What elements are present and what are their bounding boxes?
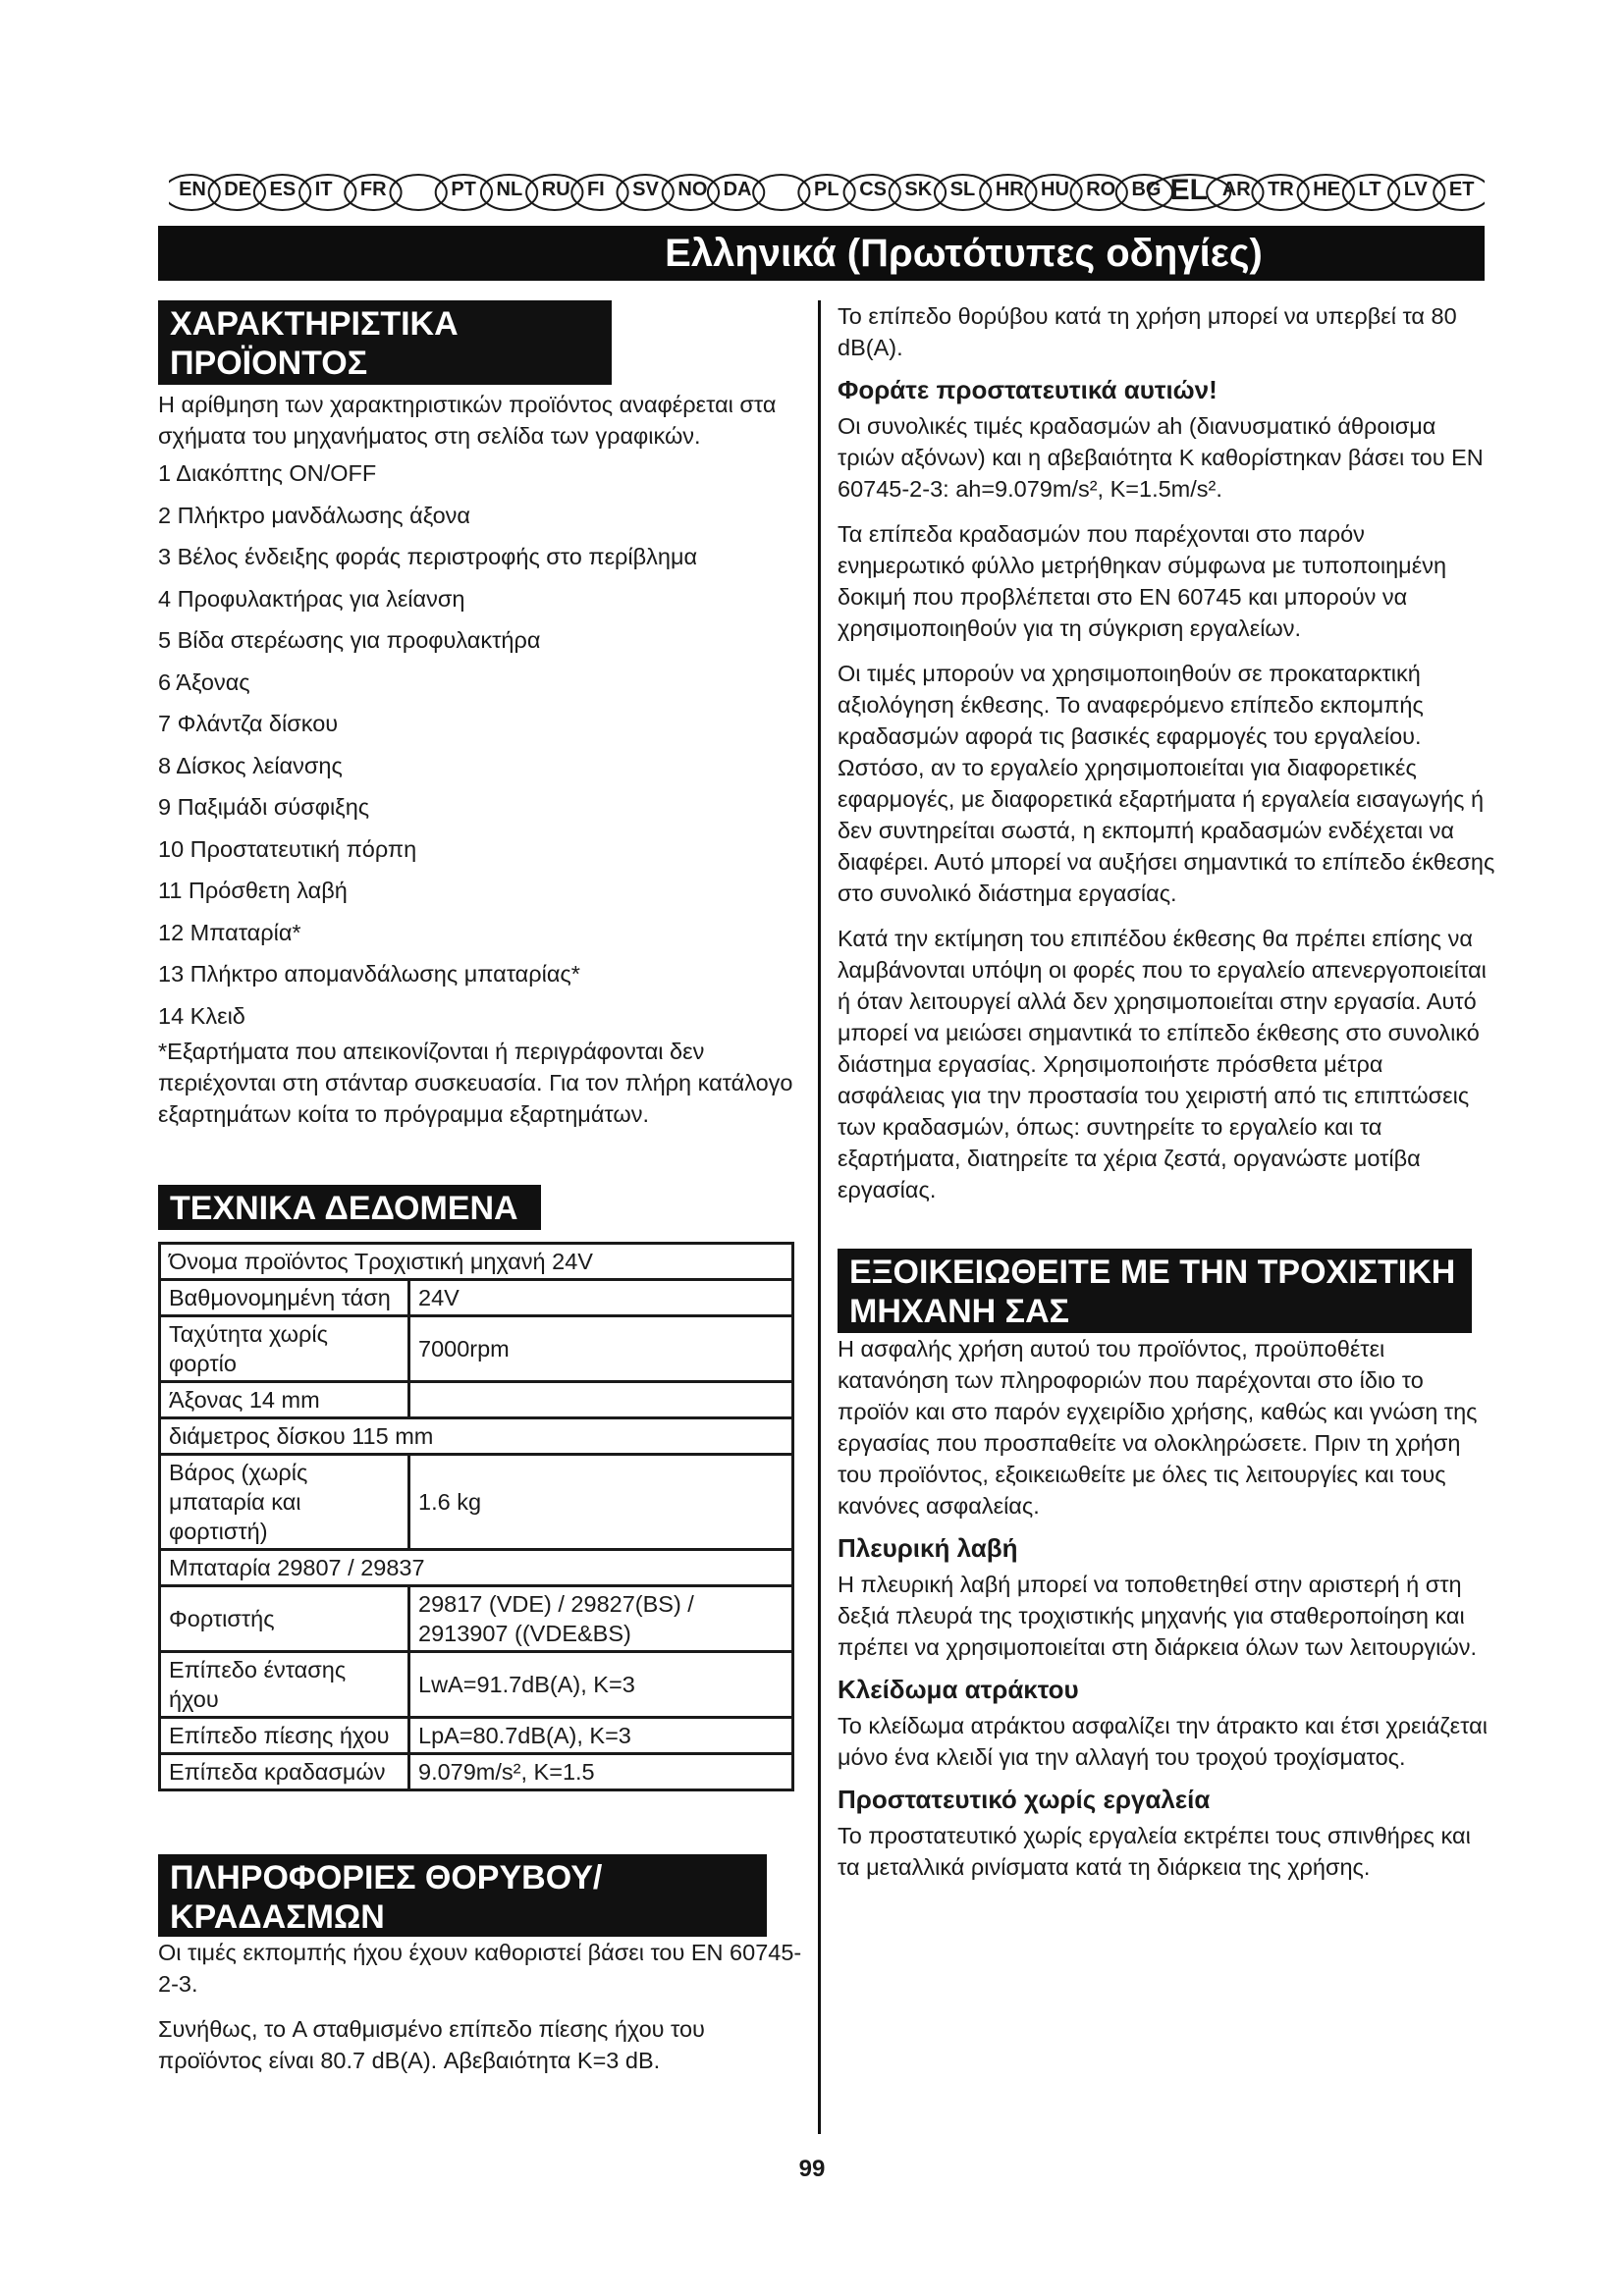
vibration-standard-text: Τα επίπεδα κραδασμών που παρέχονται στο παρόν ενημερωτικό φύλλο μετρήθηκαν σύμφωνα με τυποποιημένη δοκιμή που προβλέπεται στο EN 60745 και μπορούν να χρησιμοποιηθούν για τη σύγκριση εργαλείων. [838, 521, 1447, 641]
left-column [158, 300, 806, 2076]
language-tab[interactable]: AR [1221, 179, 1251, 200]
language-tab[interactable]: FI [586, 179, 605, 200]
spec-label: Επίπεδο έντασης ήχου [160, 1652, 409, 1718]
right-column [838, 300, 1495, 1883]
spec-row [160, 1382, 793, 1418]
language-tab[interactable]: CS [859, 179, 887, 200]
feature-item: 11 Πρόσθετη λαβή [158, 878, 348, 903]
language-tab[interactable]: FR [359, 179, 387, 200]
feature-item: 4 Προφυλακτήρας για λείανση [158, 585, 465, 612]
language-tab[interactable]: DE [224, 179, 252, 200]
spec-value: 24V [409, 1280, 793, 1316]
spec-value: LpA=80.7dB(A), K=3 [409, 1718, 793, 1754]
spec-label: Βαθμονομημένη τάση [160, 1280, 409, 1316]
language-tab-shape [390, 175, 446, 210]
feature-item: 13 Πλήκτρο απομανδάλωσης μπαταρίας* [158, 961, 580, 987]
language-tab[interactable]: LT [1358, 179, 1381, 200]
page-title: Ελληνικά (Πρωτότυπες οδηγίες) [158, 226, 1485, 281]
language-tab[interactable]: NL [496, 179, 523, 200]
spec-row [160, 1316, 793, 1382]
spindle-lock-heading: Κλείδωμα ατράκτου [838, 1675, 1079, 1704]
language-tab[interactable]: ET [1448, 179, 1475, 200]
noise-p1: Οι τιμές εκπομπής ήχου έχουν καθοριστεί βάσει του EN 60745-2-3. [158, 1940, 802, 1997]
spec-label: Επίπεδο πίεσης ήχου [160, 1718, 409, 1754]
language-tab[interactable]: HU [1041, 179, 1069, 200]
spec-row [160, 1455, 793, 1550]
spec-label: Ταχύτητα χωρίς φορτίο [160, 1316, 409, 1382]
spec-row [160, 1550, 793, 1586]
language-tab-strip [169, 173, 1485, 212]
feature-item: 2 Πλήκτρο μανδάλωσης άξονα [158, 502, 470, 528]
vibration-values-text: Οι συνολικές τιμές κραδασμών ah (διανυσματικό άθροισμα τριών αξόνων) και η αβεβαιότητα K καθορίστηκαν βάσει του EN 60745-2-3: ah=9.079m/s², K=1.5m/s². [838, 413, 1484, 502]
language-tab-shape [753, 175, 809, 210]
noise-heading-line1: ΠΛΗΡΟΦΟΡΙΕΣ ΘΟΡΥΒΟΥ/ [170, 1859, 603, 1896]
feature-item: 10 Προστατευτική πόρπη [158, 835, 417, 862]
noise-heading [158, 1854, 767, 1937]
language-tab[interactable]: ES [269, 179, 297, 200]
spec-value: LwA=91.7dB(A), K=3 [409, 1652, 793, 1718]
accessories-note: *Εξαρτήματα που απεικονίζονται ή περιγράφονται δεν περιέχονται στη στάνταρ συσκευασία. Για τον πλήρη κατάλογο εξαρτημάτων κοίτα το πρόγραμμα εξαρτημάτων. [158, 1039, 793, 1127]
familiarize-heading-line1: ΕΞΟΙΚΕΙΩΘΕΙΤΕ ΜΕ ΤΗΝ ΤΡΟΧΙΣΤΙΚΗ [849, 1254, 1456, 1291]
features-list [158, 457, 806, 1032]
spindle-lock-text: Το κλείδωμα ατράκτου ασφαλίζει την άτρακτο και έτσι χρειάζεται μόνο ένα κλειδί για την αλλαγή του τροχού τροχίσματος. [838, 1713, 1488, 1770]
feature-item: 3 Βέλος ένδειξης φοράς περιστροφής στο περίβλημα [158, 544, 698, 569]
familiarize-heading [838, 1249, 1472, 1333]
spec-row [160, 1652, 793, 1718]
feature-item: 14 Κλειδ [158, 1002, 245, 1029]
tool-free-guard-heading: Προστατευτικό χωρίς εργαλεία [838, 1785, 1211, 1814]
spec-value [409, 1382, 793, 1418]
language-tab[interactable]: RU [541, 179, 570, 200]
noise-p2: Συνήθως, το A σταθμισμένο επίπεδο πίεσης ήχου του προϊόντος είναι 80.7 dB(A). Αβεβαιότητα K=3 dB. [158, 2016, 705, 2073]
spec-row [160, 1280, 793, 1316]
feature-item: 7 Φλάντζα δίσκου [158, 711, 339, 736]
spec-row [160, 1718, 793, 1754]
language-tab[interactable]: IT [314, 179, 333, 200]
ear-protection-heading: Φοράτε προστατευτικά αυτιών! [838, 375, 1218, 404]
feature-item: 6 Άξονας [158, 668, 250, 695]
spec-value: 1.6 kg [409, 1455, 793, 1550]
spec-row [160, 1586, 793, 1652]
language-tab[interactable]: RO [1086, 179, 1116, 200]
side-handle-text: Η πλευρική λαβή μπορεί να τοποθετηθεί στην αριστερή ή στη δεξιά πλευρά της τροχιστικής μηχανής για σταθεροποίηση και πρέπει να χρησιμοποιείται στη διάρκεια όλων των λειτουργιών. [838, 1572, 1478, 1660]
spec-label: Επίπεδα κραδασμών [160, 1754, 409, 1790]
spec-value: 9.079m/s², K=1.5 [409, 1754, 793, 1790]
language-tab[interactable]: HR [995, 179, 1024, 200]
language-tab[interactable]: NO [677, 179, 708, 200]
tool-free-guard-text: Το προστατευτικό χωρίς εργαλεία εκτρέπει τους σπινθήρες και τα μεταλλικά ρινίσματα κατά τη διάρκεια της χρήσης. [838, 1823, 1471, 1880]
noise-level-text: Το επίπεδο θορύβου κατά τη χρήση μπορεί να υπερβεί τα 80 dB(A). [838, 303, 1457, 360]
spec-label: Βάρος (χωρίς μπαταρία και φορτιστή) [160, 1455, 409, 1550]
language-tab-active[interactable]: EL [1169, 174, 1208, 206]
spec-row [160, 1754, 793, 1790]
page-number: 99 [798, 2156, 826, 2182]
spec-label: Φορτιστής [160, 1586, 409, 1652]
feature-item: 9 Παξιμάδι σύσφιξης [158, 794, 370, 820]
column-divider [818, 300, 821, 2134]
feature-item: 5 Βίδα στερέωσης για προφυλακτήρα [158, 627, 541, 653]
spec-row [160, 1244, 793, 1280]
exposure-estimate-text: Κατά την εκτίμηση του επιπέδου έκθεσης θα πρέπει επίσης να λαμβάνονται υπόψη οι φορές που το εργαλείο απενεργοποιείται ή όταν λειτουργεί αλλά δεν χρησιμοποιείται στην εργασία. Αυτό μπορεί να μειώσει σημαντικά το επίπεδο έκθεσης στο συνολικό διάστημα εργασίας. Χρησιμοποιήστε πρόσθετα μέτρα ασφάλειας για την προστασία του χειριστή από τις επιπτώσεις των κραδασμών, όπως: συντηρείτε το εργαλείο και τα εξαρτήματα, διατηρείτε τα χέρια ζεστά, οργανώστε μοτίβα εργασίας. [838, 926, 1487, 1202]
features-intro: Η αρίθμηση των χαρακτηριστικών προϊόντος αναφέρεται στα σχήματα του μηχανήματος στη σελίδα των γραφικών. [158, 392, 777, 449]
spec-value: 29817 (VDE) / 29827(BS) / 2913907 ((VDE&BS) [409, 1586, 793, 1652]
language-tab[interactable]: DA [723, 179, 752, 200]
spec-label: διάμετρος δίσκου 115 mm [160, 1418, 793, 1455]
spec-row [160, 1418, 793, 1455]
familiarize-heading-line2: ΜΗΧΑΝΗ ΣΑΣ [849, 1293, 1070, 1330]
language-tab[interactable]: SL [949, 179, 976, 200]
feature-item: 1 Διακόπτης ON/OFF [158, 460, 377, 486]
spec-label: Όνομα προϊόντος Τροχιστική μηχανή 24V [160, 1244, 793, 1280]
language-tab[interactable]: TR [1268, 179, 1294, 200]
side-handle-heading: Πλευρική λαβή [838, 1533, 1018, 1563]
language-tab[interactable]: LV [1403, 179, 1428, 200]
language-tab[interactable]: PL [814, 179, 839, 200]
language-tab[interactable]: HE [1313, 179, 1341, 200]
tech-heading: ΤΕΧΝΙΚΑ ΔΕΔΟΜΕΝΑ [158, 1185, 541, 1230]
features-heading: ΧΑΡΑΚΤΗΡΙΣΤΙΚΑ ΠΡΟΪΟΝΤΟΣ [158, 300, 612, 385]
language-tab[interactable]: BG [1131, 179, 1162, 200]
tech-spec-table [158, 1242, 794, 1791]
spec-value: 7000rpm [409, 1316, 793, 1382]
language-tab[interactable]: SK [904, 179, 933, 200]
spec-label: Άξονας 14 mm [160, 1382, 409, 1418]
spec-label: Μπαταρία 29807 / 29837 [160, 1550, 793, 1586]
familiarize-text: Η ασφαλής χρήση αυτού του προϊόντος, προϋποθέτει κατανόηση των πληροφοριών που παρέχονται στο ίδιο το προϊόν και στο παρόν εγχειρίδιο χρήσης, καθώς και γνώση της εργασίας που προσπαθείτε να ολοκληρώσετε. Πριν τη χρήση του προϊόντος, εξοικειωθείτε με όλες τις λειτουργίες και τους κανόνες ασφαλείας. [838, 1336, 1478, 1519]
feature-item: 8 Δίσκος λείανσης [158, 752, 343, 778]
noise-heading-line2: ΚΡΑΔΑΣΜΩΝ [170, 1898, 385, 1936]
language-tab[interactable]: PT [451, 179, 476, 200]
feature-item: 12 Μπαταρία* [158, 919, 301, 945]
language-tab[interactable]: SV [632, 179, 659, 200]
language-tab[interactable]: EN [179, 179, 206, 200]
vibration-assessment-text: Οι τιμές μπορούν να χρησιμοποιηθούν σε προκαταρκτική αξιολόγηση έκθεσης. Το αναφερόμενο επίπεδο εκπομπής κραδασμών αφορά τις βασικές εφαρμογές του εργαλείου. Ωστόσο, αν το εργαλείο χρησιμοποιείται για διαφορετικές εφαρμογές, με διαφορετικά εξαρτήματα ή εργαλεία εισαγωγής ή δεν συντηρείται σωστά, η εκπομπή κραδασμών ενδέχεται να διαφέρει. Αυτό μπορεί να αυξήσει σημαντικά το επίπεδο έκθεσης στο συνολικό διάστημα εργασίας. [838, 661, 1495, 906]
